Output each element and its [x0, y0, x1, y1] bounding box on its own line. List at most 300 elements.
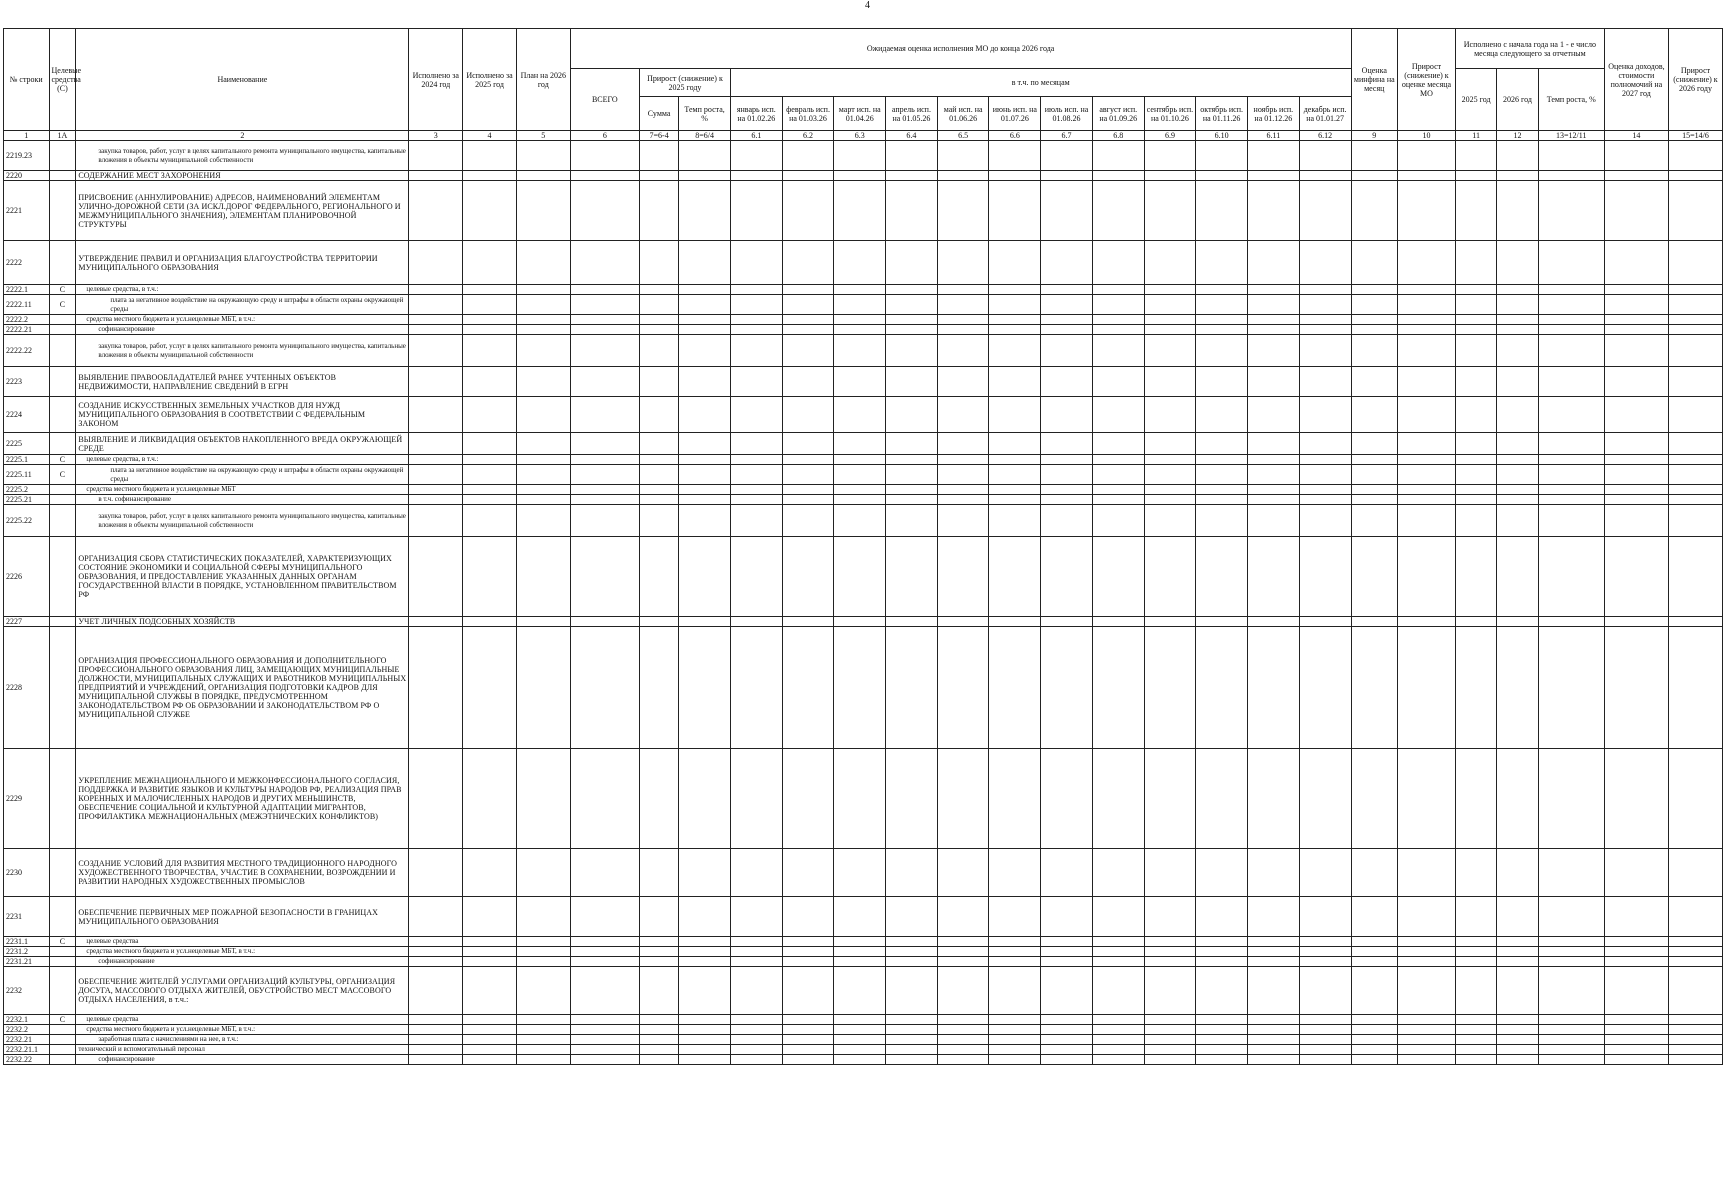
value-cell — [1604, 627, 1668, 749]
value-cell — [1538, 485, 1604, 495]
value-cell — [639, 397, 678, 433]
value-cell — [730, 285, 782, 295]
value-cell — [782, 749, 834, 849]
value-cell — [1455, 171, 1496, 181]
header-plan-2026: План на 2026 год — [516, 29, 570, 131]
value-cell — [1041, 627, 1093, 749]
value-cell — [937, 1055, 989, 1065]
value-cell — [782, 967, 834, 1015]
value-cell — [1497, 397, 1538, 433]
value-cell — [1497, 849, 1538, 897]
value-cell — [782, 849, 834, 897]
value-cell — [1497, 617, 1538, 627]
value-cell — [409, 315, 463, 325]
value-cell — [1092, 1055, 1144, 1065]
value-cell — [782, 315, 834, 325]
table-row — [4, 315, 1723, 325]
value-cell — [834, 957, 886, 967]
value-cell — [639, 1035, 678, 1045]
value-cell — [1041, 485, 1093, 495]
value-cell — [1299, 295, 1351, 315]
value-cell — [1144, 1025, 1196, 1035]
value-cell — [1299, 627, 1351, 749]
row-name: ОБЕСПЕЧЕНИЕ ЖИТЕЛЕЙ УСЛУГАМИ ОРГАНИЗАЦИЙ КУЛЬТУРЫ, ОРГАНИЗАЦИЯ ДОСУГА, МАССОВОГО ОТДЫХА ЖИТЕЛЕЙ, ОБУСТРОЙСТВО МЕСТ МАССОВОГО ОТДЫХА НАСЕЛЕНИЯ, в т.ч.: — [76, 967, 409, 1015]
value-cell — [516, 1055, 570, 1065]
value-cell — [1299, 485, 1351, 495]
column-number: 13=12/11 — [1538, 131, 1604, 141]
column-numbers-row — [4, 131, 1723, 141]
value-cell — [1092, 897, 1144, 937]
value-cell — [1196, 537, 1248, 617]
value-cell — [1248, 141, 1300, 171]
value-cell — [463, 465, 517, 485]
value-cell — [1041, 947, 1093, 957]
header-estimate-2027: Оценка доходов, стоимости полномочий на 2027 год — [1604, 29, 1668, 131]
column-number: 6.12 — [1299, 131, 1351, 141]
value-cell — [1538, 181, 1604, 241]
row-code: 2232.22 — [4, 1055, 50, 1065]
value-cell — [570, 181, 639, 241]
value-cell — [730, 495, 782, 505]
value-cell — [730, 1035, 782, 1045]
value-cell — [886, 141, 938, 171]
value-cell — [937, 1025, 989, 1035]
row-target-flag — [49, 1045, 76, 1055]
value-cell — [1041, 465, 1093, 485]
value-cell — [570, 617, 639, 627]
value-cell — [886, 617, 938, 627]
table-row — [4, 749, 1723, 849]
value-cell — [1299, 1055, 1351, 1065]
value-cell — [1196, 367, 1248, 397]
header-month: февраль исп. на 01.03.26 — [782, 97, 834, 131]
row-target-flag: С — [49, 455, 76, 465]
value-cell — [570, 627, 639, 749]
value-cell — [834, 325, 886, 335]
row-code: 2232.1 — [4, 1015, 50, 1025]
value-cell — [1144, 181, 1196, 241]
value-cell — [1604, 1035, 1668, 1045]
value-cell — [1248, 495, 1300, 505]
header-month: октябрь исп. на 01.11.26 — [1196, 97, 1248, 131]
value-cell — [730, 1045, 782, 1055]
value-cell — [409, 397, 463, 433]
value-cell — [834, 295, 886, 315]
row-code: 2230 — [4, 849, 50, 897]
value-cell — [1196, 627, 1248, 749]
value-cell — [1041, 617, 1093, 627]
value-cell — [1248, 505, 1300, 537]
row-target-flag — [49, 335, 76, 367]
value-cell — [782, 1015, 834, 1025]
value-cell — [409, 433, 463, 455]
value-cell — [1398, 325, 1456, 335]
value-cell — [937, 455, 989, 465]
value-cell — [679, 171, 731, 181]
value-cell — [1299, 957, 1351, 967]
header-row-no: № строки — [4, 29, 50, 131]
value-cell — [1538, 495, 1604, 505]
row-target-flag — [49, 967, 76, 1015]
value-cell — [1041, 315, 1093, 325]
value-cell — [1604, 897, 1668, 937]
column-number: 10 — [1398, 131, 1456, 141]
row-target-flag — [49, 1055, 76, 1065]
value-cell — [1041, 455, 1093, 465]
value-cell — [1144, 957, 1196, 967]
value-cell — [937, 397, 989, 433]
value-cell — [937, 295, 989, 315]
value-cell — [570, 957, 639, 967]
value-cell — [516, 627, 570, 749]
value-cell — [679, 465, 731, 485]
value-cell — [1351, 1015, 1398, 1025]
value-cell — [1604, 1015, 1668, 1025]
value-cell — [1538, 171, 1604, 181]
value-cell — [516, 495, 570, 505]
value-cell — [1538, 367, 1604, 397]
value-cell — [1196, 1055, 1248, 1065]
column-number: 6.11 — [1248, 131, 1300, 141]
value-cell — [886, 285, 938, 295]
value-cell — [639, 505, 678, 537]
value-cell — [463, 485, 517, 495]
value-cell — [1041, 1045, 1093, 1055]
value-cell — [516, 465, 570, 485]
value-cell — [886, 749, 938, 849]
value-cell — [1351, 325, 1398, 335]
value-cell — [463, 335, 517, 367]
column-number: 9 — [1351, 131, 1398, 141]
value-cell — [570, 465, 639, 485]
row-code: 2229 — [4, 749, 50, 849]
value-cell — [570, 141, 639, 171]
value-cell — [1144, 627, 1196, 749]
value-cell — [463, 325, 517, 335]
row-name: средства местного бюджета и усл.нецелевые МБТ — [76, 485, 409, 495]
value-cell — [1196, 967, 1248, 1015]
value-cell — [1248, 465, 1300, 485]
value-cell — [516, 617, 570, 627]
value-cell — [1668, 1055, 1722, 1065]
value-cell — [639, 749, 678, 849]
value-cell — [463, 1035, 517, 1045]
value-cell — [1668, 947, 1722, 957]
row-name: закупка товаров, работ, услуг в целях капитального ремонта муниципального имущества, капитальные вложения в объекты муниципальной собственности — [76, 335, 409, 367]
value-cell — [886, 1025, 938, 1035]
value-cell — [782, 295, 834, 315]
value-cell — [886, 957, 938, 967]
value-cell — [989, 1015, 1041, 1025]
value-cell — [886, 455, 938, 465]
value-cell — [1538, 1055, 1604, 1065]
value-cell — [463, 141, 517, 171]
value-cell — [937, 947, 989, 957]
value-cell — [989, 1055, 1041, 1065]
value-cell — [886, 315, 938, 325]
table-row — [4, 397, 1723, 433]
value-cell — [730, 141, 782, 171]
value-cell — [1351, 1025, 1398, 1035]
value-cell — [782, 433, 834, 455]
value-cell — [886, 181, 938, 241]
value-cell — [679, 947, 731, 957]
value-cell — [1248, 367, 1300, 397]
table-row — [4, 897, 1723, 937]
column-number: 6.6 — [989, 131, 1041, 141]
row-name: закупка товаров, работ, услуг в целях капитального ремонта муниципального имущества, капитальные вложения в объекты муниципальной собственности — [76, 505, 409, 537]
row-name: в т.ч. софинансирование — [76, 495, 409, 505]
value-cell — [1144, 537, 1196, 617]
value-cell — [886, 241, 938, 285]
row-code: 2222.11 — [4, 295, 50, 315]
value-cell — [1248, 455, 1300, 465]
value-cell — [730, 957, 782, 967]
value-cell — [834, 495, 886, 505]
value-cell — [1398, 181, 1456, 241]
value-cell — [1299, 967, 1351, 1015]
value-cell — [1041, 397, 1093, 433]
value-cell — [834, 849, 886, 897]
value-cell — [834, 335, 886, 367]
value-cell — [463, 1045, 517, 1055]
value-cell — [1041, 181, 1093, 241]
value-cell — [1604, 495, 1668, 505]
value-cell — [1398, 505, 1456, 537]
value-cell — [679, 1045, 731, 1055]
value-cell — [1668, 957, 1722, 967]
table-row — [4, 455, 1723, 465]
value-cell — [730, 485, 782, 495]
value-cell — [1299, 285, 1351, 295]
value-cell — [989, 367, 1041, 397]
value-cell — [834, 241, 886, 285]
value-cell — [834, 485, 886, 495]
value-cell — [1668, 485, 1722, 495]
value-cell — [730, 181, 782, 241]
value-cell — [1604, 171, 1668, 181]
table-row — [4, 1055, 1723, 1065]
value-cell — [1144, 455, 1196, 465]
value-cell — [516, 335, 570, 367]
header-month: март исп. на 01.04.26 — [834, 97, 886, 131]
value-cell — [1248, 295, 1300, 315]
value-cell — [782, 537, 834, 617]
value-cell — [570, 505, 639, 537]
row-target-flag — [49, 241, 76, 285]
value-cell — [886, 325, 938, 335]
value-cell — [639, 537, 678, 617]
value-cell — [679, 617, 731, 627]
value-cell — [834, 397, 886, 433]
value-cell — [1144, 749, 1196, 849]
value-cell — [1455, 947, 1496, 957]
value-cell — [1351, 285, 1398, 295]
value-cell — [639, 1025, 678, 1035]
value-cell — [679, 295, 731, 315]
value-cell — [463, 1025, 517, 1035]
table-row — [4, 495, 1723, 505]
value-cell — [409, 485, 463, 495]
value-cell — [1604, 141, 1668, 171]
value-cell — [1144, 1045, 1196, 1055]
value-cell — [1144, 325, 1196, 335]
value-cell — [1455, 1015, 1496, 1025]
value-cell — [989, 967, 1041, 1015]
value-cell — [1604, 181, 1668, 241]
value-cell — [1398, 967, 1456, 1015]
value-cell — [1398, 1015, 1456, 1025]
table-row — [4, 1025, 1723, 1035]
header-by-months: в т.ч. по месяцам — [730, 69, 1351, 97]
value-cell — [1196, 295, 1248, 315]
value-cell — [1248, 537, 1300, 617]
value-cell — [409, 537, 463, 617]
value-cell — [409, 181, 463, 241]
column-number: 6.5 — [937, 131, 989, 141]
value-cell — [679, 485, 731, 495]
value-cell — [1092, 947, 1144, 957]
value-cell — [1041, 957, 1093, 967]
value-cell — [1351, 957, 1398, 967]
value-cell — [1497, 1055, 1538, 1065]
value-cell — [1248, 957, 1300, 967]
value-cell — [886, 1045, 938, 1055]
value-cell — [1604, 325, 1668, 335]
value-cell — [1248, 433, 1300, 455]
value-cell — [989, 1035, 1041, 1045]
value-cell — [886, 947, 938, 957]
value-cell — [516, 285, 570, 295]
value-cell — [516, 1035, 570, 1045]
value-cell — [1299, 495, 1351, 505]
value-cell — [1248, 967, 1300, 1015]
value-cell — [409, 947, 463, 957]
value-cell — [1144, 465, 1196, 485]
value-cell — [886, 433, 938, 455]
value-cell — [1196, 455, 1248, 465]
row-target-flag — [49, 505, 76, 537]
value-cell — [1497, 957, 1538, 967]
page-number: 4 — [865, 0, 870, 11]
value-cell — [1092, 967, 1144, 1015]
value-cell — [834, 897, 886, 937]
row-code: 2225.1 — [4, 455, 50, 465]
value-cell — [1144, 397, 1196, 433]
value-cell — [679, 495, 731, 505]
value-cell — [570, 455, 639, 465]
value-cell — [1538, 241, 1604, 285]
value-cell — [1299, 849, 1351, 897]
value-cell — [730, 849, 782, 897]
value-cell — [1144, 937, 1196, 947]
value-cell — [937, 485, 989, 495]
value-cell — [1604, 1025, 1668, 1035]
value-cell — [1196, 749, 1248, 849]
value-cell — [463, 1055, 517, 1065]
value-cell — [409, 465, 463, 485]
value-cell — [1455, 485, 1496, 495]
value-cell — [679, 967, 731, 1015]
value-cell — [1668, 181, 1722, 241]
value-cell — [639, 315, 678, 325]
value-cell — [1299, 465, 1351, 485]
value-cell — [1497, 485, 1538, 495]
row-name: софинансирование — [76, 325, 409, 335]
value-cell — [1668, 141, 1722, 171]
value-cell — [937, 241, 989, 285]
value-cell — [1041, 967, 1093, 1015]
value-cell — [1299, 897, 1351, 937]
value-cell — [1455, 241, 1496, 285]
value-cell — [1455, 627, 1496, 749]
value-cell — [409, 957, 463, 967]
value-cell — [886, 537, 938, 617]
value-cell — [679, 397, 731, 433]
header-month: сентябрь исп. на 01.10.26 — [1144, 97, 1196, 131]
value-cell — [1497, 325, 1538, 335]
value-cell — [409, 171, 463, 181]
column-number: 3 — [409, 131, 463, 141]
row-code: 2225.21 — [4, 495, 50, 505]
value-cell — [570, 433, 639, 455]
value-cell — [1398, 397, 1456, 433]
value-cell — [639, 295, 678, 315]
value-cell — [516, 897, 570, 937]
value-cell — [1604, 241, 1668, 285]
value-cell — [1196, 325, 1248, 335]
row-name: заработная плата с начислениями на нее, в т.ч.: — [76, 1035, 409, 1045]
value-cell — [409, 1025, 463, 1035]
value-cell — [1196, 1045, 1248, 1055]
value-cell — [409, 897, 463, 937]
value-cell — [516, 849, 570, 897]
value-cell — [730, 295, 782, 315]
value-cell — [1299, 325, 1351, 335]
value-cell — [1144, 315, 1196, 325]
value-cell — [1248, 397, 1300, 433]
value-cell — [1351, 367, 1398, 397]
value-cell — [1248, 627, 1300, 749]
value-cell — [1351, 295, 1398, 315]
value-cell — [1668, 455, 1722, 465]
value-cell — [1604, 455, 1668, 465]
row-target-flag — [49, 433, 76, 455]
value-cell — [679, 849, 731, 897]
value-cell — [570, 1055, 639, 1065]
row-target-flag — [49, 315, 76, 325]
value-cell — [1538, 617, 1604, 627]
value-cell — [1455, 397, 1496, 433]
value-cell — [639, 455, 678, 465]
value-cell — [1398, 937, 1456, 947]
value-cell — [782, 325, 834, 335]
value-cell — [989, 397, 1041, 433]
header-minfin-estimate: Оценка минфина на месяц — [1351, 29, 1398, 131]
value-cell — [1538, 465, 1604, 485]
value-cell — [834, 367, 886, 397]
value-cell — [1668, 1015, 1722, 1025]
value-cell — [1398, 1055, 1456, 1065]
value-cell — [1668, 627, 1722, 749]
value-cell — [782, 1055, 834, 1065]
value-cell — [1092, 1025, 1144, 1035]
table-row — [4, 967, 1723, 1015]
value-cell — [463, 617, 517, 627]
value-cell — [1196, 1015, 1248, 1025]
value-cell — [1538, 285, 1604, 295]
value-cell — [937, 537, 989, 617]
